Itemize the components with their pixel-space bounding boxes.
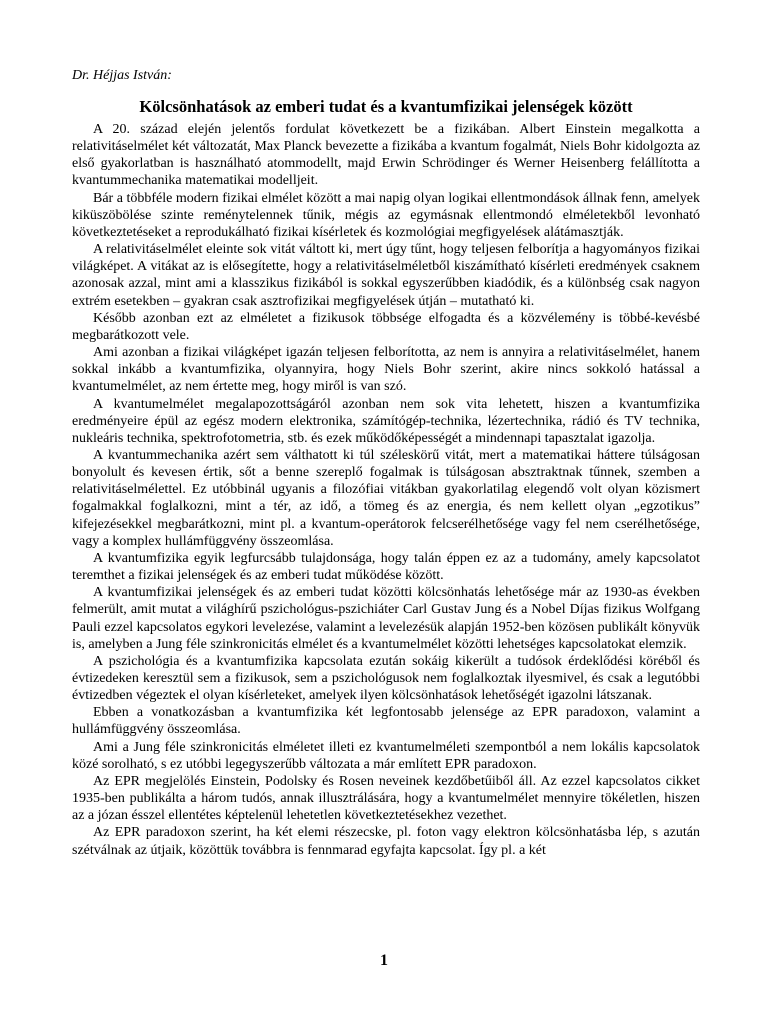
- author-line: Dr. Héjjas István:: [72, 68, 172, 83]
- paragraph: A kvantumelmélet megalapozottságáról azonban nem sok vita lehetett, hiszen a kvantumfizika eredményeire épül az egész modern elektronika, számítógép-technika, lézertechnika, rádió és TV technika, nukleáris technika, spektrofotometria, stb. és ezek működőképességét a mindennapi tapasztalat igazolja.: [72, 396, 700, 446]
- paragraph: Ami azonban a fizikai világképet igazán teljesen felborította, az nem is annyira a relativitáselmélet, hanem sokkal inkább a kvantumfizika, olyannyira, hogy Niels Bohr szerint, akire nincs sokkoló hatással a kvantumelmélet, az nem értette meg, hogy miről is van szó.: [72, 345, 700, 395]
- paragraph: Az EPR paradoxon szerint, ha két elemi részecske, pl. foton vagy elektron kölcsönhatásba lép, s azután szétválnak az útjaik, közöttük továbbra is fennmarad egyfajta kapcsolat. Így pl. a két: [72, 825, 700, 858]
- paragraph: Bár a többféle modern fizikai elmélet között a mai napig olyan logikai ellentmondások állnak fenn, amelyek kiküszöbölése szinte reménytelennek tűnik, mégis az egymásnak ellentmondó elméletekből levonható következtetéseket a reprodukálható fizikai kísérletek és kozmológiai megfigyelések alátámasztják.: [72, 190, 700, 240]
- paragraph: Ami a Jung féle szinkronicitás elméletet illeti ez kvantumelméleti szempontból a nem lokális kapcsolatok közé sorolható, s ez utóbbi legegyszerűbb változata a már említett EPR paradoxon.: [72, 739, 700, 772]
- paragraph: Az EPR megjelölés Einstein, Podolsky és Rosen neveinek kezdőbetűiből áll. Az ezzel kapcsolatos cikket 1935-ben publikálta a három tudós, annak illusztrálására, hogy a kvantumelmélet mennyire tökéletlen, hiszen az a józan ésszel ellentétes képtelenül lehetetlen következtetésekhez vezethet.: [72, 773, 700, 824]
- document-body: [72, 121, 700, 859]
- document-title: Kölcsönhatások az emberi tudat és a kvantumfizikai jelenségek között: [139, 97, 633, 116]
- paragraph: A relativitáselmélet eleinte sok vitát váltott ki, mert úgy tűnt, hogy teljesen felborítja a hagyományos fizikai világképet. A vitákat az is elősegítette, hogy a relativitáselméletből kiszámítható kísérleti eredmények csaknem azonosak azzal, mint ami a klasszikus fizikából is sokkal egyszerűbben kiadódik, és a különbség csak nagyon extrém esetekben – gyakran csak asztrofizikai megfigyelések útján – mutatható ki.: [72, 242, 700, 309]
- paragraph: A 20. század elején jelentős fordulat következett be a fizikában. Albert Einstein megalkotta a relativitáselmélet két változatát, Max Planck bevezette a fizikába a kvantum fogalmát, Niels Bohr kidolgozta az első gyakorlatban is használható atommodellt, majd Erwin Schrödinger és Werner Heisenberg felállította a kvantummechanika matematikai modelljeit.: [72, 122, 700, 189]
- paragraph: Később azonban ezt az elméletet a fizikusok többsége elfogadta és a közvélemény is többé-kevésbé megbarátkozott vele.: [72, 310, 700, 343]
- paragraph: A pszichológia és a kvantumfizika kapcsolata ezután sokáig kikerült a tudósok érdeklődési köréből és évtizedeken keresztül sem a fizikusok, sem a pszichológusok nem foglalkoztak ilyesmivel, és csak a legutóbbi évtizedben végeztek el olyan kísérleteket, amelyek ilyen kölcsönhatások lehetőségét igazolni látszanak.: [72, 653, 700, 704]
- paragraph: A kvantumfizikai jelenségek és az emberi tudat közötti kölcsönhatás lehetősége már az 1930-as években felmerült, amit mutat a világhírű pszichológus-pszichiáter Carl Gustav Jung és a Nobel Díjas fizikus Wolfgang Pauli ezzel kapcsolatos egykori levelezése, valamint a levelezésük alapján 1952-ben közösen publikált könyvük is, amelyben a Jung féle szinkronicitás elmélet és a kvantumelmélet közötti lehetséges kapcsolatokat elemzik.: [72, 585, 700, 652]
- paragraph: A kvantumfizika egyik legfurcsább tulajdonsága, hogy talán éppen ez az a tudomány, amely kapcsolatot teremthet a fizikai jelenségek és az emberi tudat működése között.: [72, 550, 700, 584]
- page-number: 1: [380, 952, 388, 969]
- paragraph: A kvantummechanika azért sem válthatott ki túl széleskörű vitát, mert a matematikai háttere túlságosan bonyolult és kevesen értik, sőt a benne szereplő fogalmak is túlságosan absztraktnak tűnnek, szemben a relativitáselmélettel. Ez utóbbinál ugyanis a filozófiai vitákban gyakorlatilag elegendő volt olyan közismert fogalmakkal foglalkozni, mint a tér, az idő, a tömeg és az energia, és nem kellett olyan „egzotikus” kifejezésekkel megbarátkozni, mint pl. a kvantum-operátorok felcserélhetősége vagy fel nem cserélhetősége, vagy a komplex hullámfüggvény összeomlása.: [72, 447, 700, 549]
- paragraph: Ebben a vonatkozásban a kvantumfizika két legfontosabb jelensége az EPR paradoxon, valamint a hullámfüggvény összeomlása.: [72, 705, 700, 738]
